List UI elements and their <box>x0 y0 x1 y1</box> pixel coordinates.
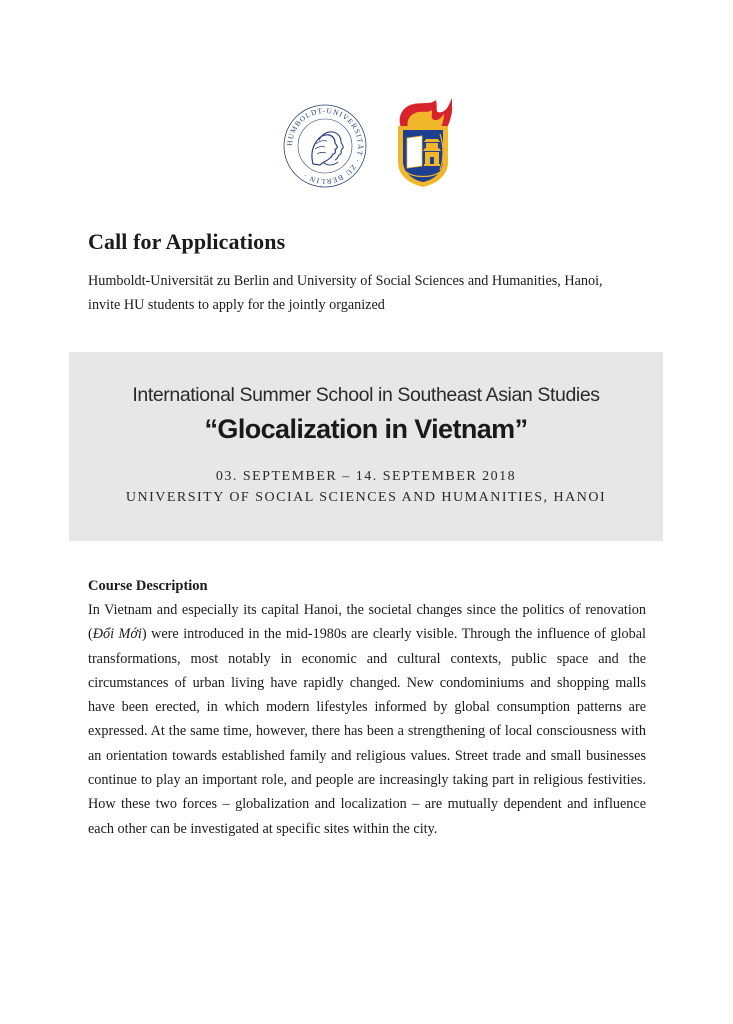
intro-paragraph <box>88 269 658 317</box>
humboldt-university-seal-icon <box>283 104 367 188</box>
ussh-hanoi-emblem-icon <box>394 96 452 188</box>
svg-text:HUMBOLDT-UNIVERSITÄT · ZU BERL <box>285 106 365 186</box>
course-body-doi-moi: Đổi Mới <box>92 626 142 643</box>
banner-venue: UNIVERSITY OF SOCIAL SCIENCES AND HUMANITIES, HANOI <box>125 490 607 505</box>
summer-school-banner <box>69 352 663 541</box>
logo-row <box>0 96 733 192</box>
course-description-body <box>88 598 646 841</box>
banner-subtitle: International Summer School in Southeast Asian Studies <box>132 384 600 406</box>
seal-ring-text: HUMBOLDT-UNIVERSITÄT · ZU BERLIN · <box>284 105 366 187</box>
intro-line-1: Humboldt-Universität zu Berlin and University of Social Sciences and Humanities, Hanoi, <box>88 273 603 289</box>
intro-line-2: invite HU students to apply for the jointly organized <box>88 297 385 313</box>
course-body-part-2: ) were introduced in the mid-1980s are clearly visible. Through the influence of global transformations, most notably in economic and cultural contexts, public space and the circumstances of urban living have rapidly changed. New condominiums and shopping malls have been erected, in which modern lifestyles informed by global consumption patterns are expressed. At the same time, however, there has been a strengthening of local consciousness with an orientation towards established family and religious values. Street trade and small businesses continue to play an important role, and people are increasingly taking part in religious festivities. How these two forces – globalization and localization – are mutually dependent and influence each other can be investigated at specific sites within the city. <box>88 626 646 837</box>
banner-headline: “Glocalization in Vietnam” <box>204 414 528 444</box>
call-for-applications-title: Call for Applications <box>88 229 286 254</box>
course-body-part-1: In Vietnam and especially its capital Hanoi, the societal changes since the politics of renovation ( <box>88 602 646 643</box>
course-description-heading: Course Description <box>88 578 208 594</box>
banner-dates: 03. SEPTEMBER – 14. SEPTEMBER 2018 <box>215 469 517 484</box>
